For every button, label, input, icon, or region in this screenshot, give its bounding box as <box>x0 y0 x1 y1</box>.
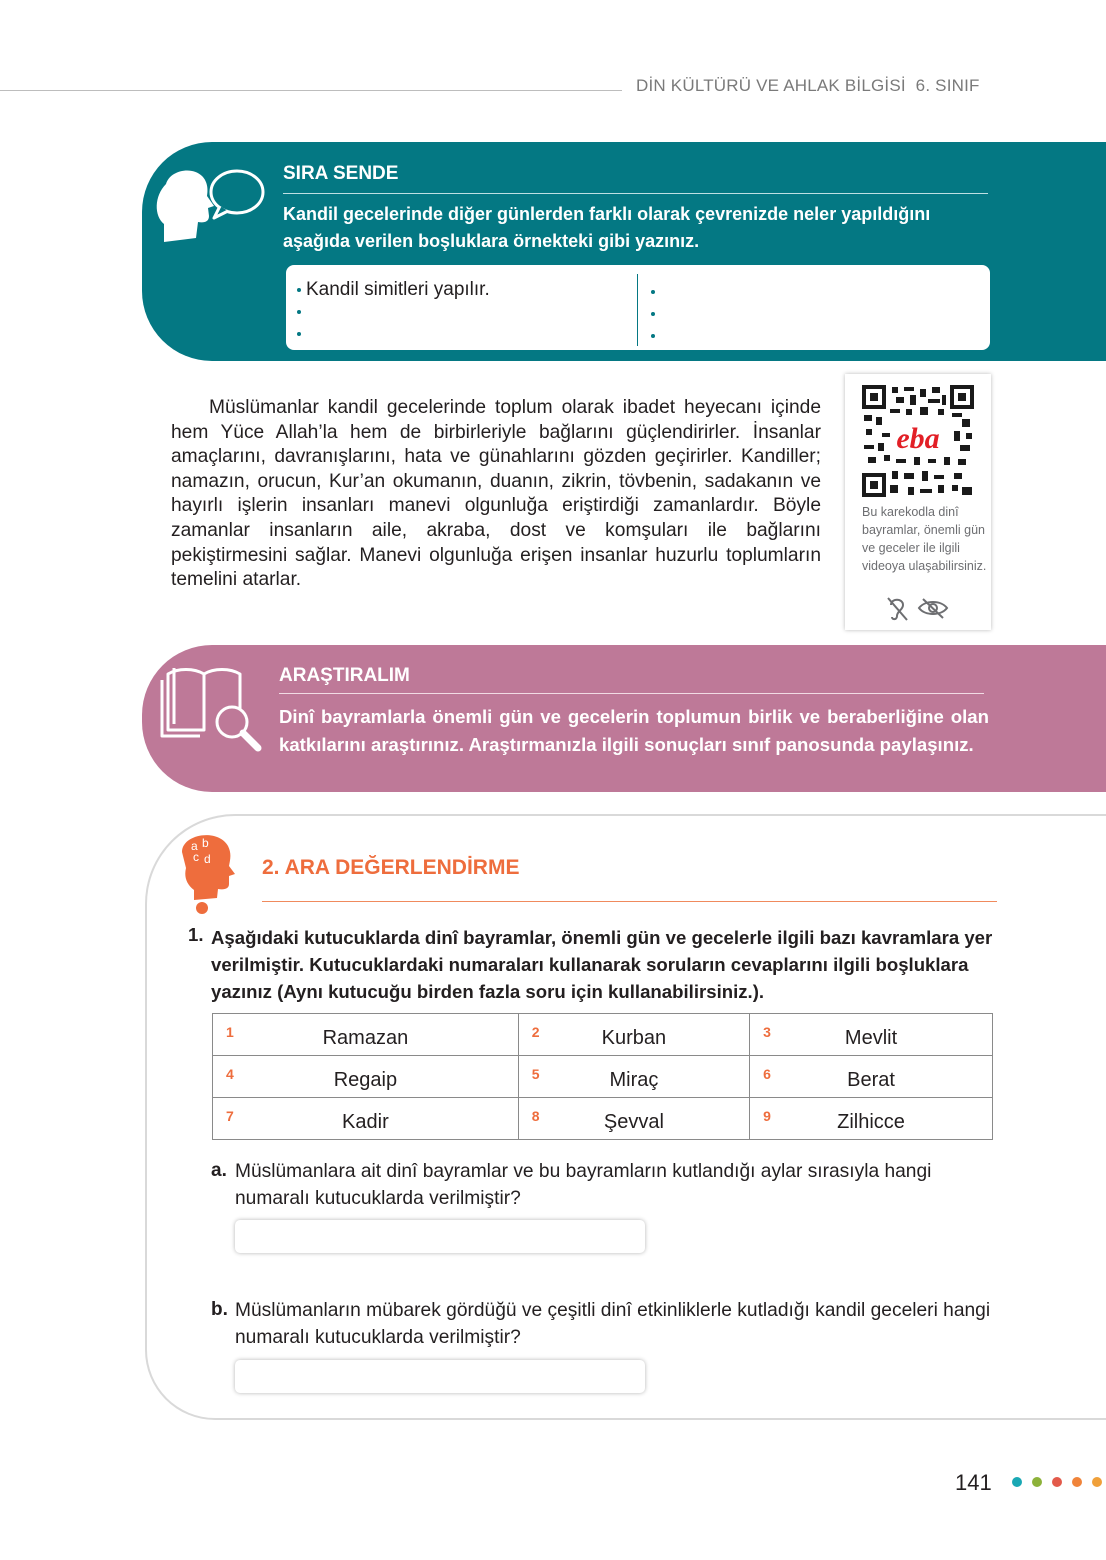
header-rule <box>0 90 622 91</box>
header-subject: DİN KÜLTÜRÜ VE AHLAK BİLGİSİ <box>636 76 906 95</box>
qr-caption: Bu karekodla dinî bayramlar, önemli gün ve geceler ile ilgili videoya ulaşabilirsiniz. <box>862 505 987 573</box>
list-item[interactable]: Kandil simitleri yapılır. <box>297 279 490 301</box>
icon-letter: a <box>191 839 198 853</box>
question-head-icon <box>172 828 242 916</box>
concept-box: 9 Zilhicce <box>750 1098 993 1140</box>
table-row <box>213 1014 993 1056</box>
concept-box: 8 Şevval <box>518 1098 749 1140</box>
footer-dot <box>1032 1477 1042 1487</box>
icon-letter: d <box>204 852 211 866</box>
header-title <box>636 76 980 96</box>
speaking-head-icon <box>150 160 270 245</box>
concept-boxes-table <box>212 1013 993 1140</box>
sira-sende-instruction: Kandil gecelerinde diğer günlerden farklı olarak çevrenizde neler yapıldığını aşağıda verilen boşluklara örnekteki gibi yazınız. <box>283 204 931 251</box>
icon-letter: b <box>202 836 209 850</box>
sira-sende-rule <box>283 193 988 194</box>
list-item[interactable] <box>651 281 660 303</box>
concept-box: 7 Kadir <box>213 1098 519 1140</box>
concept-box: 6 Berat <box>750 1056 993 1098</box>
arastiralim-rule <box>279 693 984 694</box>
concept-box: 2 Kurban <box>518 1014 749 1056</box>
table-row <box>213 1098 993 1140</box>
footer-dot <box>1072 1477 1082 1487</box>
header-grade: 6. SINIF <box>915 76 980 95</box>
left-bullet-list <box>297 279 490 345</box>
footer-dot <box>1052 1477 1062 1487</box>
concept-box: 4 Regaip <box>213 1056 519 1098</box>
book-search-icon <box>160 660 270 760</box>
sub-question-a-text: Müslümanlara ait dinî bayramlar ve bu bayramların kutlandığı aylar sırasıyla hangi numaralı kutucuklarda verilmiştir? <box>235 1161 932 1209</box>
qr-code-icon[interactable] <box>862 385 974 497</box>
question-text: Aşağıdaki kutucuklarda dinî bayramlar, önemli gün ve gecelerle ilgili bazı kavramlara yer verilmiştir. Kutucuklardaki numaraları kullanarak soruların cevaplarını ilgili boşluklara yazınız (Aynı kutucuğu birden fazla soru için kullanabilirsiniz.). <box>211 927 993 1002</box>
right-bullet-list <box>651 281 660 347</box>
list-item[interactable] <box>651 325 660 347</box>
sub-question-a-label: a. <box>211 1160 227 1181</box>
arastiralim-text: Dinî bayramlarla önemli gün ve gecelerin toplumun birlik ve beraberliğine olan katkılarını araştırınız. Araştırmanızla ilgili sonuçları sınıf panosunda paylaşınız. <box>279 706 989 755</box>
sira-sende-title: SIRA SENDE <box>283 163 399 184</box>
eba-logo: eba <box>896 422 940 455</box>
body-paragraph: Müslümanlar kandil gecelerinde toplum olarak ibadet heyecanı içinde hem Yüce Allah’la hem de birbirleriyle bağlarını güçlendirirler. İnsanlar amaçlarını, davranışlarını, hata ve günahlarını gözden geçirirler. Kandiller; namazın, orucun, Kur’an okumanın, duanın, zikrin, tövbenin, sadakanın ve hayırlı işlerin insanları manevi olgunluğa eriştirdiği zamanlardır. Böyle zamanlar insanların aile, akraba, dost ve komşuları ile bağlarını pekiştirmesini sağlar. Manevi olgunluğa erişen insanlar huzurlu toplumların temelini atarlar. <box>171 397 821 591</box>
arastiralim-title: ARAŞTIRALIM <box>279 665 410 686</box>
hearing-impaired-icon <box>888 598 907 620</box>
list-item[interactable] <box>297 323 490 345</box>
answer-box-divider <box>637 274 638 346</box>
evaluation-rule <box>262 901 997 902</box>
concept-box: 3 Mevlit <box>750 1014 993 1056</box>
concept-box: 1 Ramazan <box>213 1014 519 1056</box>
list-item[interactable] <box>297 301 490 323</box>
evaluation-title: 2. ARA DEĞERLENDİRME <box>262 856 520 879</box>
sub-question-b-text: Müslümanların mübarek gördüğü ve çeşitli dinî etkinliklerle kutladığı kandil geceleri hangi numaralı kutucuklarda verilmiştir? <box>235 1300 991 1348</box>
concept-box: 5 Miraç <box>518 1056 749 1098</box>
footer-dot <box>1012 1477 1022 1487</box>
page-number: 141 <box>955 1470 992 1495</box>
question-number: 1. <box>188 924 204 945</box>
sub-question-b-label: b. <box>211 1299 228 1320</box>
answer-a-field[interactable] <box>235 1220 645 1253</box>
icon-letter: c <box>193 850 199 864</box>
visually-impaired-icon <box>919 599 947 618</box>
table-row <box>213 1056 993 1098</box>
answer-b-field[interactable] <box>235 1360 645 1393</box>
footer-dot <box>1092 1477 1102 1487</box>
accessibility-icons <box>885 595 955 623</box>
list-item[interactable] <box>651 303 660 325</box>
